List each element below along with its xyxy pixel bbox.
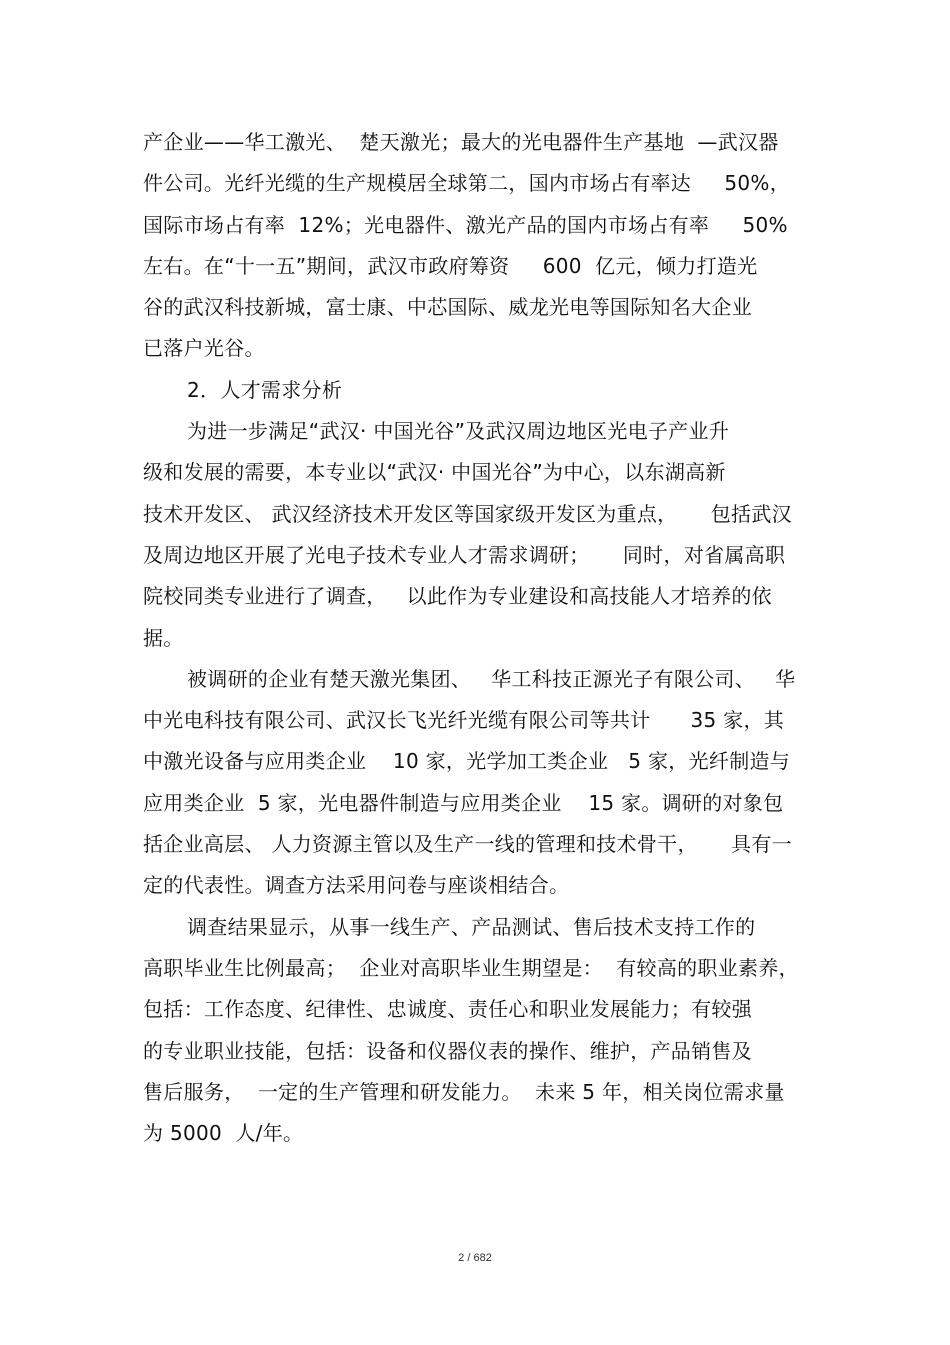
- text-line: 应用类企业 5 家，光电器件制造与应用类企业 15 家。调研的对象包: [143, 790, 784, 815]
- text-line: 产企业——华工激光、 楚天激光；最大的光电器件生产基地 —武汉器: [143, 130, 779, 154]
- text-line: 技术开发区、 武汉经济技术开发区等国家级开发区为重点， 包括武汉: [143, 501, 792, 526]
- paragraph: [143, 659, 813, 700]
- text-line: 中光电科技有限公司、武汉长飞光纤光缆有限公司等共计 35 家，其: [143, 708, 785, 733]
- text-line: 件公司。光纤光缆的生产规模居全球第二，国内市场占有率达 50%，: [143, 171, 791, 196]
- text-line: 为 5000 人/年。: [143, 1121, 304, 1146]
- paragraph: [143, 122, 813, 370]
- text-line: 为进一步满足“武汉· 中国光谷”及武汉周边地区光电子产业升: [187, 419, 730, 444]
- text-line: 及周边地区开展了光电子技术专业人才需求调研； 同时，对省属高职: [143, 542, 786, 567]
- text-line: 售后服务， 一定的生产管理和研发能力。 未来 5 年，相关岗位需求量: [143, 1079, 785, 1104]
- paragraph: [143, 948, 813, 1154]
- text-line: 调查结果显示，从事一线生产、产品测试、售后技术支持工作的: [187, 914, 756, 939]
- text-line: 定的代表性。调查方法采用问卷与座谈相结合。: [143, 873, 570, 898]
- text-line: 2．人才需求分析: [187, 377, 343, 402]
- text-line: 据。: [143, 625, 184, 650]
- text-line: 已落户光谷。: [143, 336, 265, 361]
- text-line: 国际市场占有率 12%；光电器件、激光产品的国内市场占有率 50%: [143, 212, 788, 237]
- page-number: 2 / 682: [458, 1252, 492, 1264]
- text-line: 高职毕业生比例最高； 企业对高职毕业生期望是： 有较高的职业素养，: [143, 955, 799, 980]
- paragraph: [143, 700, 813, 906]
- paragraph: [143, 452, 813, 658]
- text-line: 级和发展的需要，本专业以“武汉· 中国光谷”为中心，以东湖高新: [143, 460, 726, 485]
- text-line: 中激光设备与应用类企业 10 家，光学加工类企业 5 家，光纤制造与: [143, 749, 791, 774]
- paragraph: [143, 907, 813, 948]
- paragraph: [143, 411, 813, 452]
- text-line: 括企业高层、 人力资源主管以及生产一线的管理和技术骨干， 具有一: [143, 832, 792, 857]
- document-body: [143, 122, 813, 1154]
- text-line: 谷的武汉科技新城，富士康、中芯国际、威龙光电等国际知名大企业: [143, 295, 752, 320]
- text-line: 被调研的企业有楚天激光集团、 华工科技正源光子有限公司、 华: [187, 666, 796, 691]
- text-line: 包括：工作态度、纪律性、忠诚度、责任心和职业发展能力；有较强: [143, 997, 752, 1022]
- text-line: 左右。在“十一五”期间，武汉市政府筹资 600 亿元，倾力打造光: [143, 253, 758, 278]
- paragraph: [143, 370, 813, 411]
- text-line: 的专业职业技能，包括：设备和仪器仪表的操作、维护，产品销售及: [143, 1038, 752, 1063]
- text-line: 院校同类专业进行了调查， 以此作为专业建设和高技能人才培养的依: [143, 584, 772, 609]
